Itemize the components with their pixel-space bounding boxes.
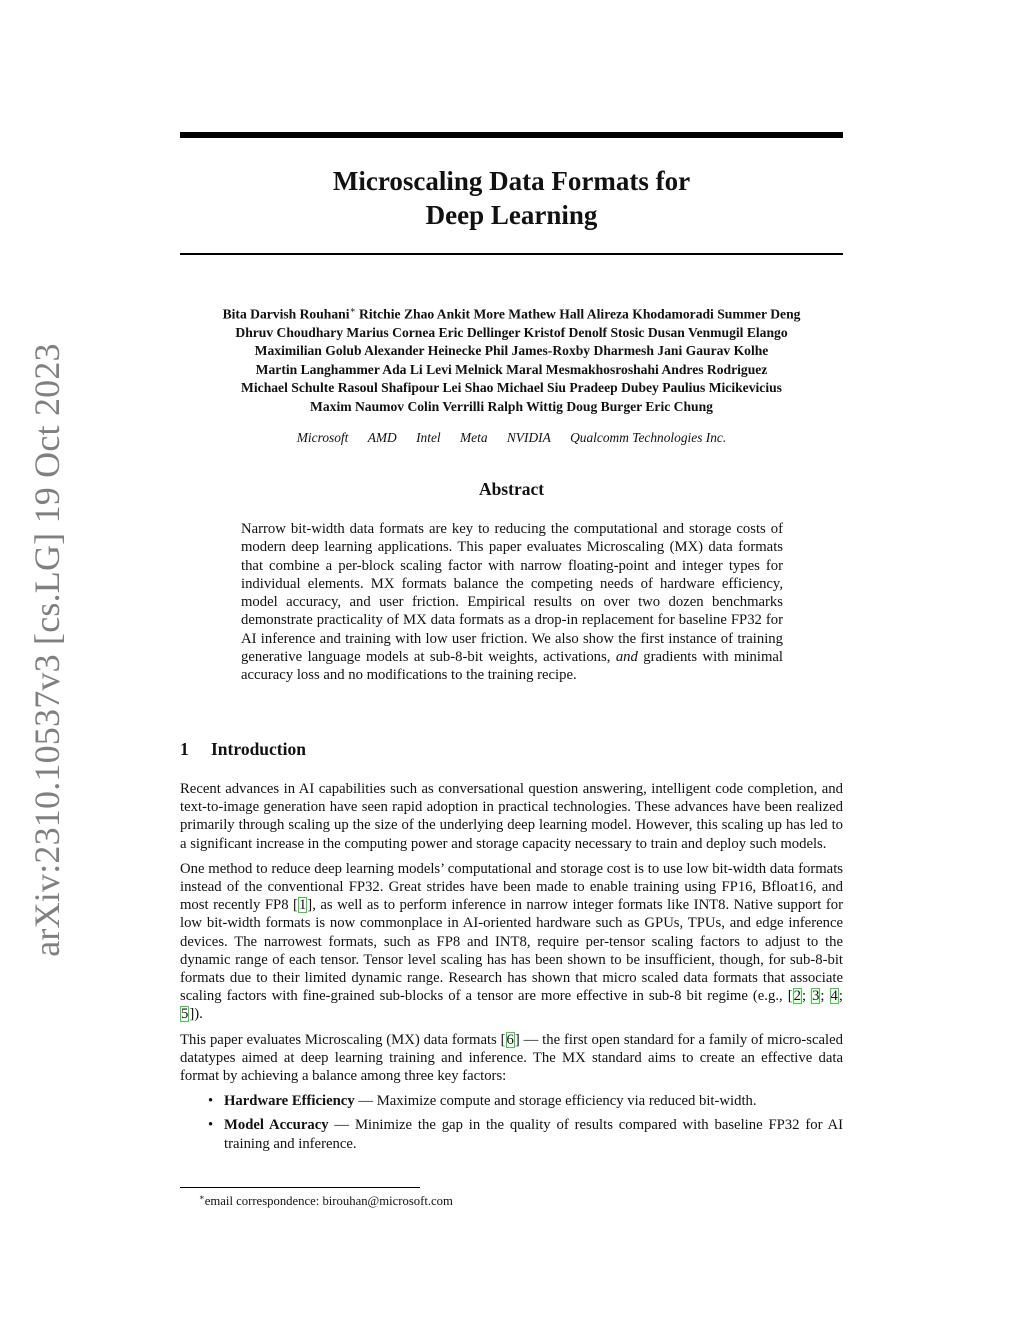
paper-title — [180, 164, 843, 232]
footnote — [199, 1192, 453, 1209]
title-line-2: Deep Learning — [425, 200, 598, 230]
paragraph: This paper evaluates Microscaling (MX) data formats [6] — the first open standard for a family of micro-scaled datatypes aimed at deep learning training and inference. The MX standard aims to create an effective data format by achieving a balance among three key factors: — [180, 1031, 843, 1085]
title-top-rule — [180, 132, 843, 138]
footnote-text: email correspondence: birouhan@microsoft.com — [204, 1194, 453, 1209]
bullet-icon: • — [208, 1093, 214, 1110]
footnote-mark: ∗ — [199, 1192, 205, 1202]
affiliations — [180, 430, 843, 446]
author-line: Maximilian Golub Alexander Heinecke Phil James-Roxby Dharmesh Jani Gaurav Kolhe — [254, 343, 769, 359]
arxiv-identifier[interactable]: arXiv:2310.10537v3 [cs.LG] 19 Oct 2023 — [27, 343, 67, 957]
author-line: Dhruv Choudhary Marius Cornea Eric Dellinger Kristof Denolf Stosic Dusan Venmugil Elango — [235, 324, 788, 340]
footnote-rule — [180, 1187, 420, 1188]
abstract-heading: Abstract — [478, 479, 545, 499]
affiliation: Qualcomm Technologies Inc. — [570, 430, 727, 445]
citation-link[interactable]: 5 — [181, 1006, 189, 1023]
section-title: Introduction — [211, 739, 306, 759]
introduction-body — [180, 780, 843, 1159]
author-line: Martin Langhammer Ada Li Levi Melnick Maral Mesmakhosroshahi Andres Rodriguez — [255, 361, 768, 377]
affiliation: Microsoft — [296, 430, 349, 445]
citation-link[interactable]: 3 — [812, 988, 820, 1005]
author-line: Bita Darvish Rouhani∗ Ritchie Zhao Ankit More Mathew Hall Alireza Khodamoradi Summer Deng — [222, 305, 801, 322]
title-bottom-rule — [180, 253, 843, 255]
citation-link[interactable]: 1 — [298, 897, 307, 914]
first-author-footnote-mark[interactable]: ∗ — [349, 305, 356, 315]
author-line: Maxim Naumov Colin Verrilli Ralph Wittig Doug Burger Eric Chung — [310, 398, 713, 414]
citation-link[interactable]: 6 — [506, 1031, 514, 1048]
bullet-icon: • — [208, 1117, 214, 1134]
author-list — [160, 301, 863, 416]
list-item: • Hardware Efficiency — Maximize compute and storage efficiency via reduced bit-width. — [208, 1093, 757, 1110]
section-number: 1 — [180, 739, 189, 759]
affiliation: Intel — [416, 430, 441, 445]
author-line: Michael Schulte Rasoul Shafipour Lei Shao Michael Siu Pradeep Dubey Paulius Micikevicius — [241, 380, 782, 396]
abstract-body: Narrow bit-width data formats are key to reducing the computational and storage costs of modern deep learning applications. This paper evaluates Microscaling (MX) data formats that combine a per-block scaling factor with narrow floating-point and integer types for individual elements. MX formats balance the competing needs of hardware efficiency, model accuracy, and user friction. Empirical results on over two dozen benchmarks demonstrate practicality of MX data formats as a drop-in replacement for baseline FP32 for AI inference and training with low user friction. We also show the first instance of training generative language models at sub-8-bit weights, activations, and gradients with minimal accuracy loss and no modifications to the training recipe. — [241, 521, 783, 684]
affiliation: AMD — [367, 430, 397, 445]
key-factors-list — [180, 1092, 843, 1153]
paragraph: Recent advances in AI capabilities such as conversational question answering, intelligent code completion, and text-to-image generation have seen rapid adoption in practical technologies. These advances have been realized primarily through scaling up the size of the underlying deep learning model. However, this scaling up has led to a significant increase in the computing power and storage capacity necessary to train and deploy such models. — [180, 781, 843, 852]
paragraph: One method to reduce deep learning models’ computational and storage cost is to use low bit-width data formats instead of the conventional FP32. Great strides have been made to enable training using FP16, Bfloat16, and most recently FP8 [1], as well as to perform inference in narrow integer formats like INT8. Native support for low bit-width formats is now commonplace in AI-oriented hardware such as GPUs, TPUs, and edge inference devices. The narrowest formats, such as FP8 and INT8, require per-tensor scaling factors to adjust to the dynamic range of each tensor. Tensor level scaling has has been shown to be insufficient, though, for sub-8-bit formats due to their limited dynamic range. Research has shown that micro scaled data formats that associate scaling factors with fine-grained sub-blocks of a tensor are more effective in sub-8 bit regime (e.g., [2; 3; 4; 5]). — [180, 860, 844, 1023]
affiliation: NVIDIA — [506, 430, 551, 445]
first-author: Bita Darvish Rouhani — [222, 306, 350, 322]
list-item: • Model Accuracy — Minimize the gap in the quality of results compared with baseline FP32 for AI training and inference. — [208, 1117, 843, 1152]
citation-link[interactable]: 2 — [793, 988, 801, 1005]
title-line-1: Microscaling Data Formats for — [332, 166, 691, 196]
section-heading-introduction — [180, 739, 843, 760]
affiliation: Meta — [460, 430, 488, 445]
citation-link[interactable]: 4 — [830, 988, 838, 1005]
